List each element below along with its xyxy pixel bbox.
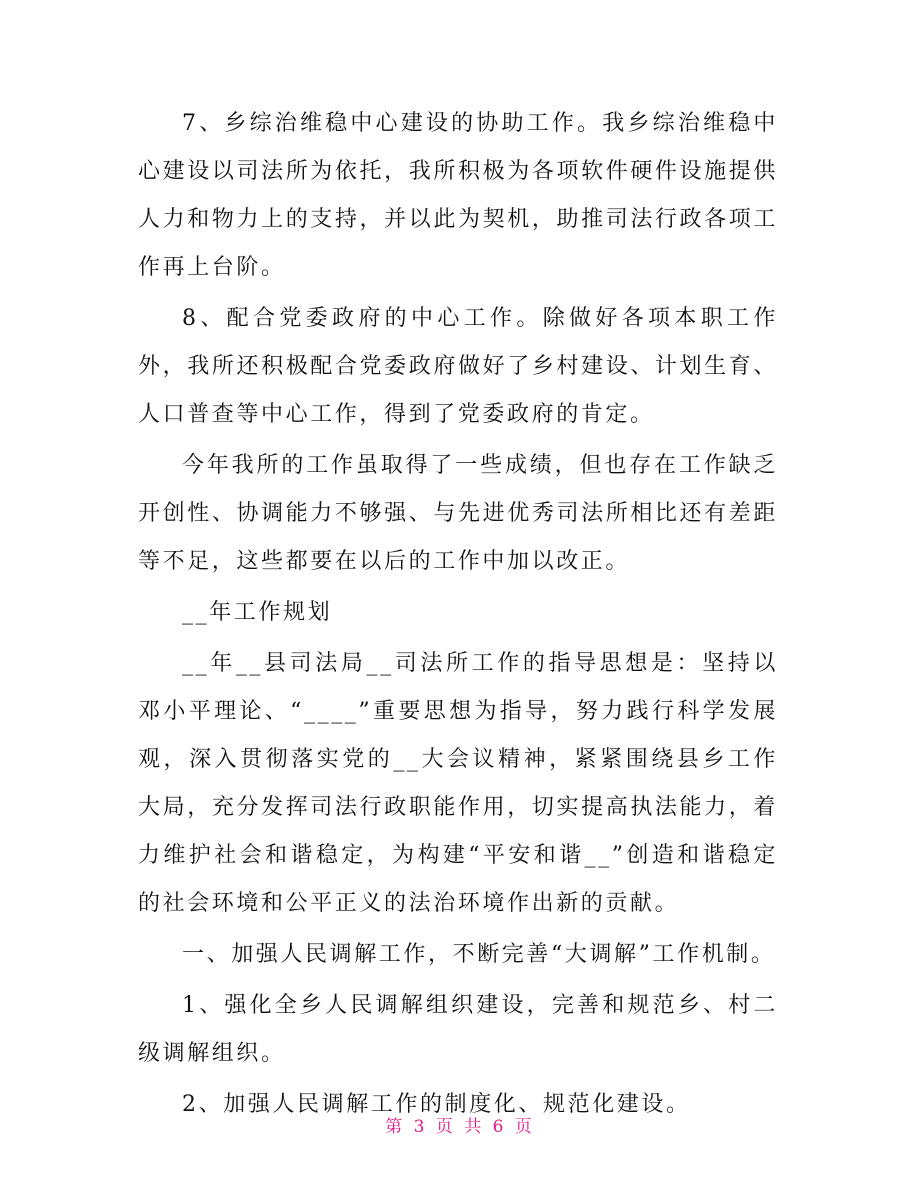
paragraph-item-1: 1、强化全乡人民调解组织建设，完善和规范乡、村二级调解组织。: [138, 993, 778, 1066]
section-heading-mediation: 一、加强人民调解工作，不断完善“大调解”工作机制。: [182, 942, 776, 967]
document-body: [138, 100, 778, 1132]
page-number-footer: 第 3 页 共 6 页: [385, 1117, 535, 1137]
paragraph-guiding-thought: __年__县司法局__司法所工作的指导思想是：坚持以邓小平理论、“____”重要思想为指导，努力践行科学发展观，深入贯彻落实党的__大会议精神，紧紧围绕县乡工作大局，充分发挥司法行政职能作用，切实提高执法能力，着力维护社会和谐稳定，为构建“平安和谐__”创造和谐稳定的社会环境和公平正义的法治环境作出新的贡献。: [138, 651, 778, 916]
paragraph-item-2: 2、加强人民调解工作的制度化、规范化建设。: [182, 1092, 691, 1117]
paragraph-item-7: 7、乡综治维稳中心建设的协助工作。我乡综治维稳中心建设以司法所为依托，我所积极为各项软件硬件设施提供人力和物力上的支持，并以此为契机，助推司法行政各项工作再上台阶。: [138, 111, 778, 280]
paragraph-summary: 今年我所的工作虽取得了一些成绩，但也存在工作缺乏开创性、协调能力不够强、与先进优秀司法所相比还有差距等不足，这些都要在以后的工作中加以改正。: [138, 453, 778, 574]
paragraph-item-8: 8、配合党委政府的中心工作。除做好各项本职工作外，我所还积极配合党委政府做好了乡村建设、计划生育、人口普查等中心工作，得到了党委政府的肯定。: [138, 306, 778, 427]
section-heading-plan: __年工作规划: [182, 600, 333, 625]
